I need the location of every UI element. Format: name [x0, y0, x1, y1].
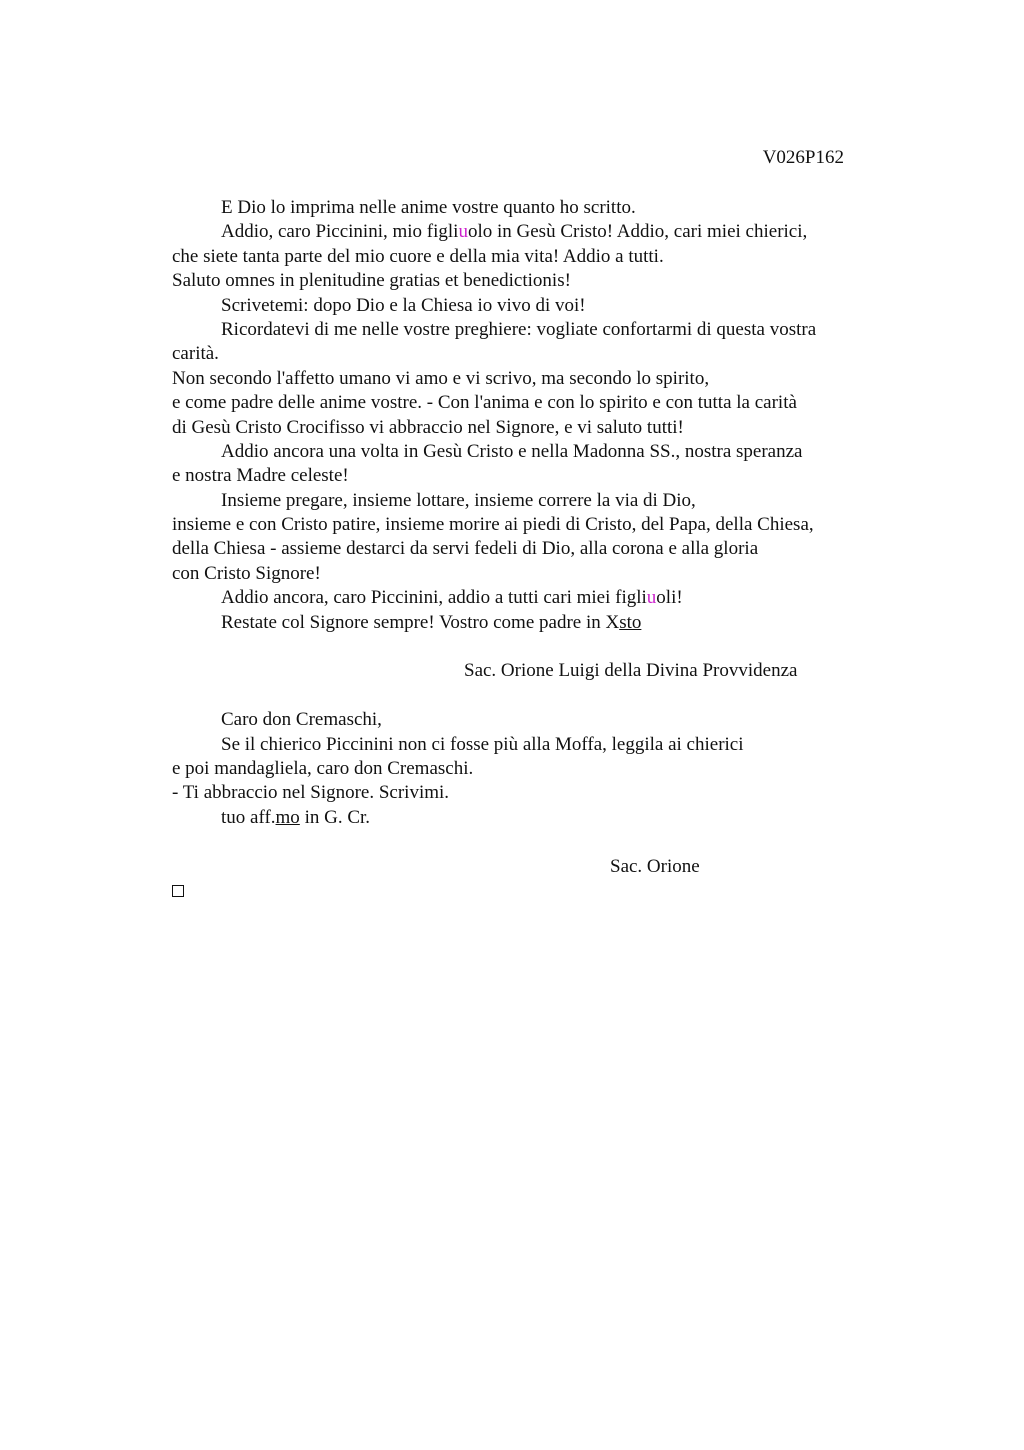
end-marker	[172, 879, 882, 903]
paragraph-line: e come padre delle anime vostre. - Con l'anima e con lo spirito e con tutta la carità	[172, 392, 797, 414]
highlighted-letter: u	[458, 221, 468, 243]
paragraph-line: Scrivetemi: dopo Dio e la Chiesa io vivo di voi!	[221, 294, 586, 316]
signature: Sac. Orione	[610, 855, 700, 877]
letter-body	[172, 196, 882, 903]
paragraph-line: - Ti abbraccio nel Signore. Scrivimi.	[172, 782, 450, 804]
paragraph-line: Ricordatevi di me nelle vostre preghiere: vogliate confortarmi di questa vostra	[221, 318, 817, 340]
paragraph-line	[172, 611, 882, 635]
paragraph-line: e nostra Madre celeste!	[172, 465, 349, 487]
paragraph-line: e poi mandagliela, caro don Cremaschi.	[172, 757, 474, 779]
underlined-abbreviation: sto	[619, 611, 642, 633]
paragraph-line	[172, 220, 882, 244]
text-run: Restate col Signore sempre! Vostro come padre in X	[221, 611, 620, 633]
text-run: Addio ancora, caro Piccinini, addio a tutti cari miei figli	[221, 587, 647, 609]
paragraph-line: che siete tanta parte del mio cuore e della mia vita! Addio a tutti.	[172, 245, 664, 267]
blank-line	[172, 635, 882, 659]
paragraph-line: Non secondo l'affetto umano vi amo e vi scrivo, ma secondo lo spirito,	[172, 367, 710, 389]
underlined-abbreviation: mo	[275, 806, 300, 828]
blank-line	[172, 830, 882, 854]
text-run: tuo aff.	[221, 806, 276, 828]
paragraph-line: Addio ancora una volta in Gesù Cristo e nella Madonna SS., nostra speranza	[221, 440, 803, 462]
text-run: oli!	[656, 587, 683, 609]
paragraph-line: Se il chierico Piccinini non ci fosse più alla Moffa, leggila ai chierici	[221, 733, 744, 755]
paragraph-line: insieme e con Cristo patire, insieme morire ai piedi di Cristo, del Papa, della Chiesa,	[172, 514, 814, 536]
salutation: Caro don Cremaschi,	[221, 709, 382, 731]
page-reference: V026P162	[762, 147, 844, 168]
paragraph-line: con Cristo Signore!	[172, 562, 321, 584]
paragraph-line: Insieme pregare, insieme lottare, insieme correre la via di Dio,	[221, 489, 696, 511]
text-run: olo in Gesù Cristo! Addio, cari miei chierici,	[467, 221, 808, 243]
square-icon	[172, 885, 184, 897]
paragraph-line: Saluto omnes in plenitudine gratias et benedictionis!	[172, 270, 571, 292]
paragraph-line: E Dio lo imprima nelle anime vostre quanto ho scritto.	[221, 197, 636, 218]
blank-line	[172, 684, 882, 708]
paragraph-line: della Chiesa - assieme destarci da servi fedeli di Dio, alla corona e alla gloria	[172, 538, 759, 560]
highlighted-letter: u	[646, 587, 657, 609]
text-run: Addio, caro Piccinini, mio figli	[221, 221, 459, 243]
signature: Sac. Orione Luigi della Divina Provvidenza	[464, 660, 798, 682]
text-run: in G. Cr.	[299, 806, 371, 828]
closing-line	[172, 806, 882, 830]
paragraph-line: carità.	[172, 343, 219, 365]
paragraph-line	[172, 586, 882, 610]
paragraph-line: di Gesù Cristo Crocifisso vi abbraccio nel Signore, e vi saluto tutti!	[172, 416, 684, 438]
